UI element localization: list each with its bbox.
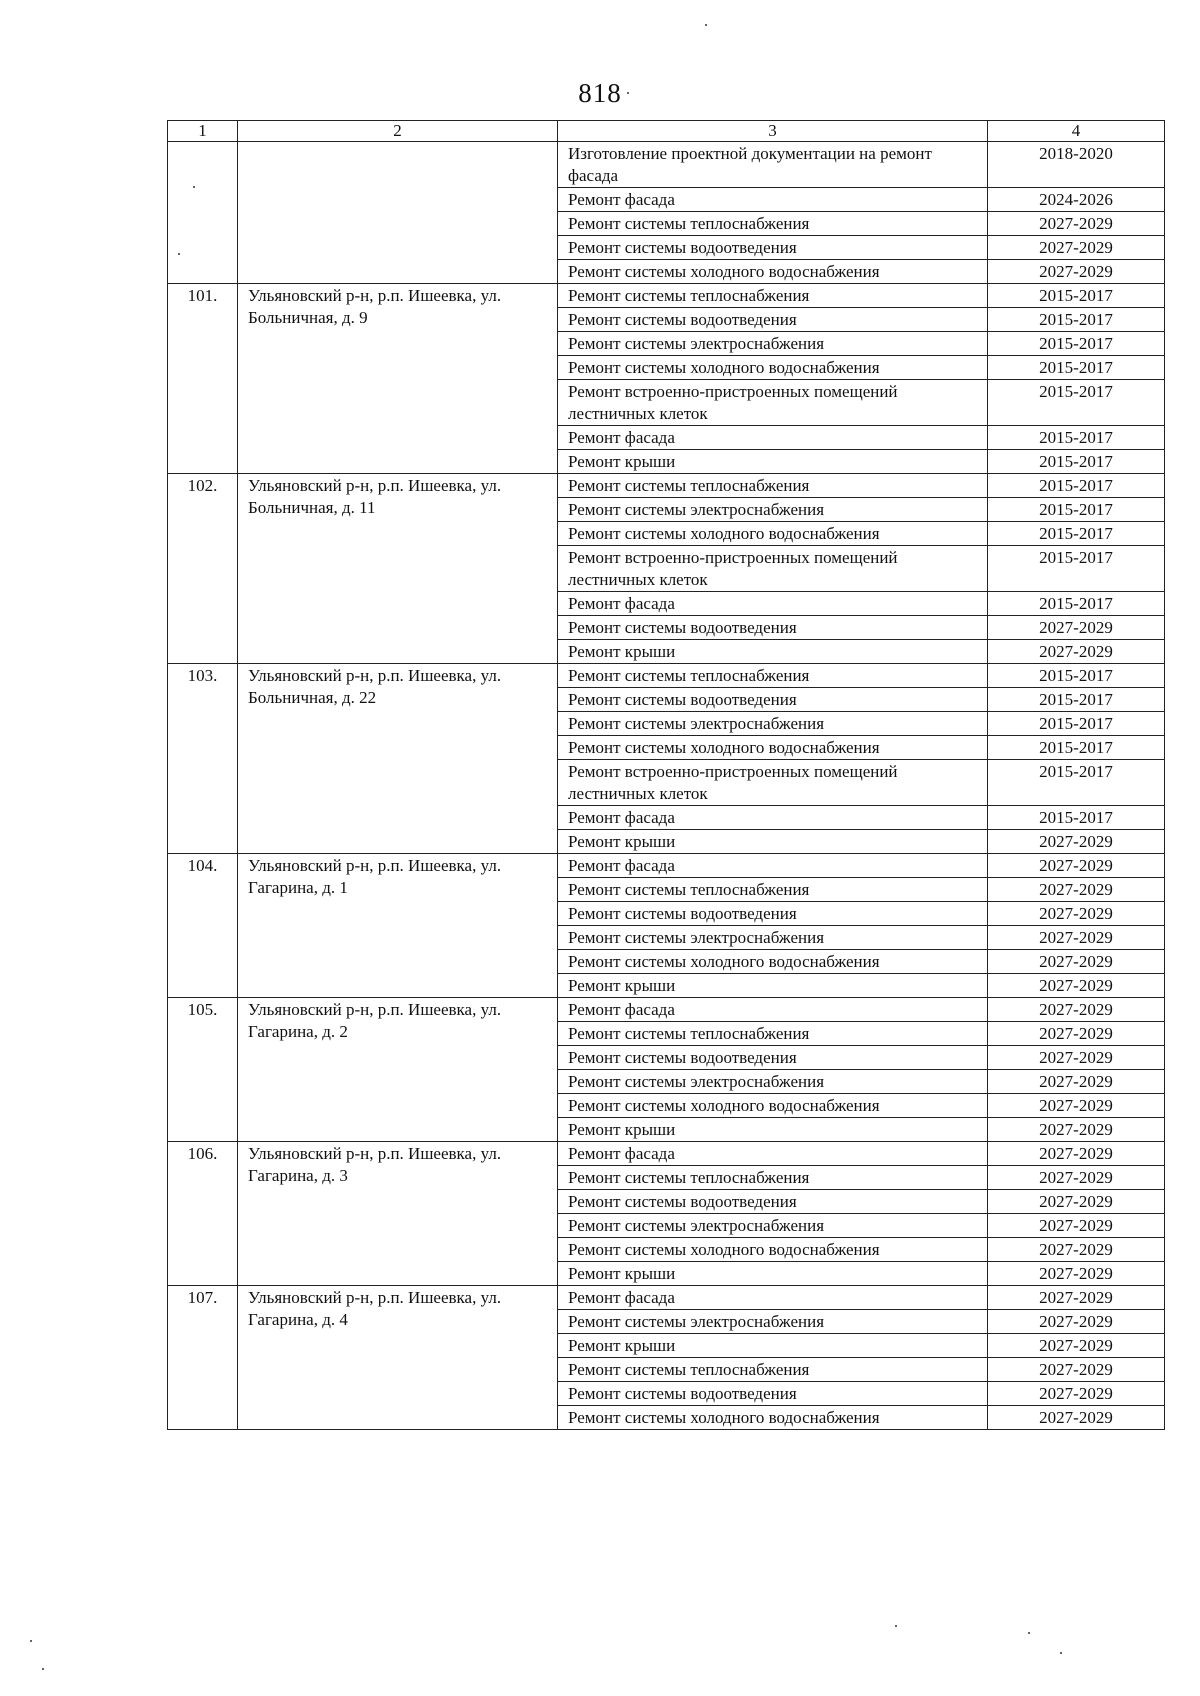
period-cell: 2027-2029 [988, 1310, 1165, 1334]
table-row [168, 474, 1165, 498]
work-type-cell: Ремонт фасада [558, 1142, 988, 1166]
period-cell: 2027-2029 [988, 974, 1165, 998]
work-type-cell: Ремонт крыши [558, 974, 988, 998]
period-cell: 2015-2017 [988, 356, 1165, 380]
period-cell: 2027-2029 [988, 902, 1165, 926]
work-type-cell: Ремонт системы электроснабжения [558, 332, 988, 356]
period-cell: 2027-2029 [988, 998, 1165, 1022]
address-cell: Ульяновский р-н, р.п. Ишеевка, ул. Гагарина, д. 3 [238, 1142, 558, 1286]
period-cell: 2027-2029 [988, 1022, 1165, 1046]
period-cell: 2027-2029 [988, 236, 1165, 260]
table-row [168, 142, 1165, 188]
period-cell: 2015-2017 [988, 284, 1165, 308]
period-cell: 2015-2017 [988, 664, 1165, 688]
period-cell: 2015-2017 [988, 498, 1165, 522]
period-cell: 2024-2026 [988, 188, 1165, 212]
work-type-cell: Ремонт системы водоотведения [558, 308, 988, 332]
work-type-cell: Ремонт системы электроснабжения [558, 926, 988, 950]
period-cell: 2027-2029 [988, 1094, 1165, 1118]
work-type-cell: Ремонт фасада [558, 188, 988, 212]
object-number-cell: 104. [168, 854, 238, 998]
address-cell: Ульяновский р-н, р.п. Ишеевка, ул. Гагарина, д. 2 [238, 998, 558, 1142]
work-type-cell: Ремонт системы теплоснабжения [558, 1166, 988, 1190]
period-cell: 2027-2029 [988, 830, 1165, 854]
table-body [168, 121, 1165, 1430]
period-cell: 2027-2029 [988, 1214, 1165, 1238]
object-number-cell: 105. [168, 998, 238, 1142]
table-row [168, 854, 1165, 878]
scan-speck [178, 253, 180, 255]
scan-speck [42, 1668, 44, 1670]
period-cell: 2027-2029 [988, 1262, 1165, 1286]
table-row [168, 284, 1165, 308]
work-type-cell: Ремонт системы холодного водоснабжения [558, 950, 988, 974]
period-cell: 2027-2029 [988, 878, 1165, 902]
object-number-cell: 101. [168, 284, 238, 474]
work-type-cell: Ремонт системы холодного водоснабжения [558, 260, 988, 284]
period-cell: 2015-2017 [988, 332, 1165, 356]
work-type-cell: Ремонт системы холодного водоснабжения [558, 522, 988, 546]
work-type-cell: Ремонт крыши [558, 830, 988, 854]
period-cell: 2015-2017 [988, 760, 1165, 806]
period-cell: 2015-2017 [988, 688, 1165, 712]
column-header-2: 2 [238, 121, 558, 142]
work-type-cell: Ремонт системы электроснабжения [558, 712, 988, 736]
scan-speck [30, 1640, 32, 1642]
work-type-cell: Ремонт системы холодного водоснабжения [558, 1238, 988, 1262]
scan-speck [193, 186, 195, 188]
work-type-cell: Ремонт системы теплоснабжения [558, 474, 988, 498]
period-cell: 2015-2017 [988, 308, 1165, 332]
period-cell: 2015-2017 [988, 426, 1165, 450]
column-header-1: 1 [168, 121, 238, 142]
work-type-cell: Ремонт системы водоотведения [558, 616, 988, 640]
column-header-3: 3 [558, 121, 988, 142]
work-type-cell: Ремонт фасада [558, 426, 988, 450]
period-cell: 2027-2029 [988, 1190, 1165, 1214]
object-number-cell: 106. [168, 1142, 238, 1286]
period-cell: 2027-2029 [988, 1406, 1165, 1430]
period-cell: 2015-2017 [988, 736, 1165, 760]
period-cell: 2027-2029 [988, 1046, 1165, 1070]
period-cell: 2015-2017 [988, 380, 1165, 426]
page-number: 818 [578, 78, 622, 108]
period-cell: 2015-2017 [988, 806, 1165, 830]
period-cell: 2027-2029 [988, 1382, 1165, 1406]
object-number-cell [168, 142, 238, 284]
table-row [168, 1142, 1165, 1166]
scan-speck [705, 24, 707, 26]
work-type-cell: Ремонт системы электроснабжения [558, 1214, 988, 1238]
address-cell: Ульяновский р-н, р.п. Ишеевка, ул. Больничная, д. 22 [238, 664, 558, 854]
period-cell: 2018-2020 [988, 142, 1165, 188]
period-cell: 2027-2029 [988, 1166, 1165, 1190]
address-cell [238, 142, 558, 284]
scan-speck [1028, 1632, 1030, 1634]
work-type-cell: Ремонт системы теплоснабжения [558, 284, 988, 308]
work-type-cell: Ремонт системы водоотведения [558, 1382, 988, 1406]
period-cell: 2027-2029 [988, 1358, 1165, 1382]
table-row [168, 1286, 1165, 1310]
work-type-cell: Ремонт системы теплоснабжения [558, 1358, 988, 1382]
work-type-cell: Ремонт крыши [558, 1118, 988, 1142]
work-type-cell: Ремонт системы электроснабжения [558, 1310, 988, 1334]
scan-speck [1060, 1652, 1062, 1654]
period-cell: 2015-2017 [988, 474, 1165, 498]
address-cell: Ульяновский р-н, р.п. Ишеевка, ул. Гагарина, д. 1 [238, 854, 558, 998]
column-header-4: 4 [988, 121, 1165, 142]
work-type-cell: Ремонт встроенно-пристроенных помещений лестничных клеток [558, 380, 988, 426]
work-type-cell: Ремонт системы холодного водоснабжения [558, 356, 988, 380]
work-type-cell: Ремонт фасада [558, 806, 988, 830]
period-cell: 2015-2017 [988, 592, 1165, 616]
period-cell: 2027-2029 [988, 260, 1165, 284]
work-type-cell: Ремонт фасада [558, 1286, 988, 1310]
work-type-cell: Ремонт системы теплоснабжения [558, 878, 988, 902]
period-cell: 2027-2029 [988, 1286, 1165, 1310]
work-type-cell: Ремонт системы теплоснабжения [558, 664, 988, 688]
work-type-cell: Ремонт системы водоотведения [558, 236, 988, 260]
address-cell: Ульяновский р-н, р.п. Ишеевка, ул. Гагарина, д. 4 [238, 1286, 558, 1430]
period-cell: 2027-2029 [988, 854, 1165, 878]
work-type-cell: Ремонт системы электроснабжения [558, 1070, 988, 1094]
work-type-cell: Ремонт крыши [558, 450, 988, 474]
table-row [168, 664, 1165, 688]
header-row [168, 121, 1165, 142]
period-cell: 2027-2029 [988, 212, 1165, 236]
period-cell: 2027-2029 [988, 1142, 1165, 1166]
period-cell: 2027-2029 [988, 1334, 1165, 1358]
work-type-cell: Ремонт системы электроснабжения [558, 498, 988, 522]
object-number-cell: 107. [168, 1286, 238, 1430]
address-cell: Ульяновский р-н, р.п. Ишеевка, ул. Больничная, д. 9 [238, 284, 558, 474]
period-cell: 2015-2017 [988, 712, 1165, 736]
table-row [168, 998, 1165, 1022]
scan-speck [895, 1625, 897, 1627]
work-type-cell: Изготовление проектной документации на ремонт фасада [558, 142, 988, 188]
work-type-cell: Ремонт системы водоотведения [558, 1046, 988, 1070]
period-cell: 2015-2017 [988, 522, 1165, 546]
work-type-cell: Ремонт системы холодного водоснабжения [558, 1094, 988, 1118]
period-cell: 2027-2029 [988, 616, 1165, 640]
work-type-cell: Ремонт встроенно-пристроенных помещений лестничных клеток [558, 760, 988, 806]
period-cell: 2027-2029 [988, 1118, 1165, 1142]
period-cell: 2027-2029 [988, 926, 1165, 950]
work-type-cell: Ремонт системы водоотведения [558, 902, 988, 926]
period-cell: 2027-2029 [988, 640, 1165, 664]
period-cell: 2027-2029 [988, 1070, 1165, 1094]
work-type-cell: Ремонт крыши [558, 640, 988, 664]
work-type-cell: Ремонт фасада [558, 998, 988, 1022]
work-type-cell: Ремонт системы холодного водоснабжения [558, 1406, 988, 1430]
period-cell: 2027-2029 [988, 1238, 1165, 1262]
capital-repair-table [167, 120, 1165, 1430]
work-type-cell: Ремонт фасада [558, 592, 988, 616]
address-cell: Ульяновский р-н, р.п. Ишеевка, ул. Больничная, д. 11 [238, 474, 558, 664]
object-number-cell: 103. [168, 664, 238, 854]
period-cell: 2027-2029 [988, 950, 1165, 974]
period-cell: 2015-2017 [988, 450, 1165, 474]
work-type-cell: Ремонт системы теплоснабжения [558, 212, 988, 236]
work-type-cell: Ремонт системы водоотведения [558, 1190, 988, 1214]
work-type-cell: Ремонт крыши [558, 1334, 988, 1358]
work-type-cell: Ремонт крыши [558, 1262, 988, 1286]
work-type-cell: Ремонт системы теплоснабжения [558, 1022, 988, 1046]
work-type-cell: Ремонт фасада [558, 854, 988, 878]
work-type-cell: Ремонт системы водоотведения [558, 688, 988, 712]
work-type-cell: Ремонт встроенно-пристроенных помещений лестничных клеток [558, 546, 988, 592]
period-cell: 2015-2017 [988, 546, 1165, 592]
work-type-cell: Ремонт системы холодного водоснабжения [558, 736, 988, 760]
scan-speck [627, 92, 629, 94]
object-number-cell: 102. [168, 474, 238, 664]
